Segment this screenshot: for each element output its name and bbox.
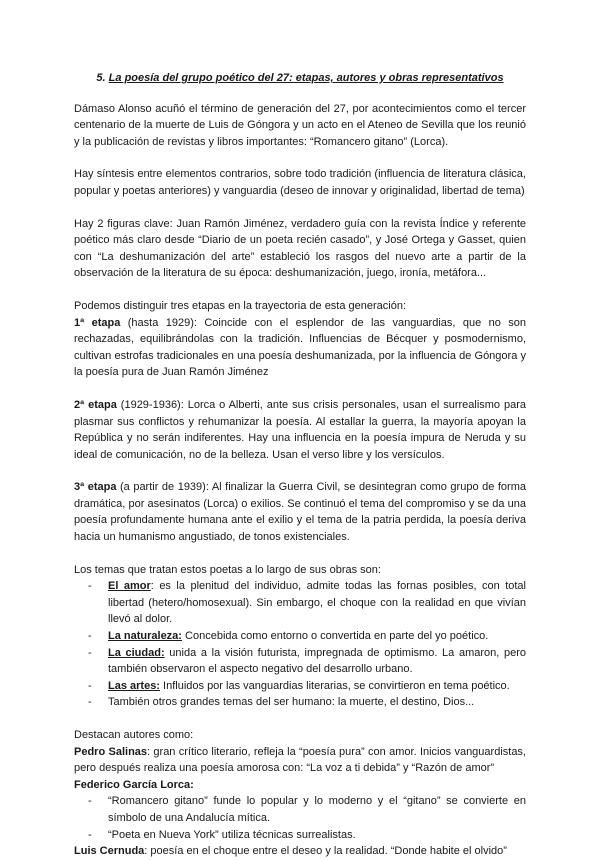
- section-title-text: La poesía del grupo poético del 27: etapas, autores y obras representativos: [108, 72, 504, 84]
- figuras-paragraph: Hay 2 figuras clave: Juan Ramón Jiménez, verdadero guía con la revista Índice y referente poético más claro desde “Diario de un poeta recién casado”, y José Ortega y Gasset, quien con “La deshumanización del arte” estableció los rasgos del nuevo arte a partir de la observación de la literatura de su época: deshumanización, juego, ironía, metáfora...: [74, 217, 526, 280]
- list-dash: -: [88, 630, 92, 643]
- document-body: [74, 70, 526, 860]
- etapa-1: [74, 315, 526, 381]
- autores-intro: Destacan autores como:: [74, 729, 194, 741]
- tema-amor: [74, 578, 526, 628]
- tema-ciudad-label: La ciudad:: [108, 646, 165, 659]
- etapa-1-text: (hasta 1929): Coincide con el esplendor de las vanguardias, que no son rechazadas, equilibrándolas con la tradición. Influencias de Bécquer y posmodernismo, cultivan estrofas tradicionales en una poesía deshumanizada, por la influencia de Góngora y la poesía pura de Juan Ramón Jiménez: [74, 316, 526, 379]
- section-number: 5.: [96, 72, 106, 84]
- tema-artes: [74, 678, 526, 695]
- tema-artes-label: Las artes:: [108, 679, 160, 692]
- lorca-item: [74, 827, 526, 844]
- list-dash: -: [88, 696, 92, 709]
- tema-artes-text: Influidos por las vanguardias literarias, se convirtieron en tema poético.: [159, 679, 510, 692]
- etapas-intro: Podemos distinguir tres etapas en la trayectoria de esta generación:: [74, 299, 407, 312]
- tema-naturaleza: [74, 628, 526, 645]
- autor-cernuda: [74, 843, 526, 860]
- autor-lorca-label: Federico García Lorca:: [74, 778, 194, 791]
- list-dash: -: [88, 828, 92, 841]
- lorca-list: [74, 793, 526, 843]
- etapa-3-text: (a partir de 1939): Al finalizar la Guerra Civil, se desintegran como grupo de forma dramática, por asesinatos (Lorca) o exilios. Se continuó el tema del compromiso y se da una poesía profundamente humana ante el exilio y el tema de la patria perdida, la poesía deriva hacia un humanismo angustiado, de tonos existenciales.: [74, 481, 526, 544]
- autor-cernuda-label: Luis Cernuda: [74, 845, 145, 858]
- autor-salinas: [74, 744, 526, 777]
- intro-paragraph: Dámaso Alonso acuñó el término de generación del 27, por acontecimientos como el tercer centenario de la muerte de Luis de Góngora y un acto en el Ateneo de Sevilla que los reunió y la publicación de revistas y libros importantes: “Romancero gitano” (Lorca).: [74, 102, 526, 148]
- tema-otros-text: También otros grandes temas del ser humano: la muerte, el destino, Dios...: [108, 696, 475, 709]
- tema-amor-text: : es la plenitud del individuo, admite todas las fornas posibles, con total libertad (hetero/homosexual). Sin embargo, el choque con la realidad en que vivían llevó al dolor.: [108, 580, 526, 626]
- list-dash: -: [88, 795, 92, 808]
- tema-ciudad: [74, 645, 526, 678]
- etapa-3-label: 3ª etapa: [74, 481, 117, 494]
- lorca-item-text: “Poeta en Nueva York” utiliza técnicas surrealistas.: [108, 828, 356, 841]
- etapa-3: [74, 479, 526, 545]
- list-dash: -: [88, 679, 92, 692]
- temas-list: [74, 578, 526, 711]
- tema-otros: [74, 694, 526, 711]
- sintesis-paragraph: Hay síntesis entre elementos contrarios, sobre todo tradición (influencia de literatura clásica, popular y poetas anteriores) y vanguardia (deseo de innovar y originalidad, libertad de tema): [74, 168, 526, 197]
- etapa-2-text: (1929-1936): Lorca o Alberti, ante sus crisis personales, usan el surrealismo para plasmar sus conflictos y rehumanizar la poesía. Al estallar la guerra, la mayoría apoyan la República y no serán indiferentes. Hay una influencia en la poesía impura de Neruda y su ideal de comunicación, no de la belleza. Usan el verso libre y los versículos.: [74, 398, 526, 461]
- autor-cernuda-text: : poesía en el choque entre el deseo y la realidad. “Donde habite el olvido”: [144, 845, 507, 858]
- lorca-item-text: “Romancero gitano” funde lo popular y lo moderno y el “gitano” se convierte en símbolo de una Andalucía mítica.: [108, 795, 526, 824]
- tema-amor-label: El amor: [108, 580, 151, 593]
- temas-intro: Los temas que tratan estos poetas a lo largo de sus obras son:: [74, 563, 381, 576]
- section-title: [74, 70, 526, 87]
- lorca-item: [74, 793, 526, 826]
- list-dash: -: [88, 580, 92, 593]
- etapa-2: [74, 397, 526, 463]
- etapa-2-label: 2ª etapa: [74, 398, 117, 411]
- tema-naturaleza-label: La naturaleza:: [108, 630, 182, 643]
- tema-naturaleza-text: Concebida como entorno o convertida en parte del yo poético.: [181, 630, 489, 643]
- tema-ciudad-text: unida a la visión futurista, impregnada de optimismo. La amaron, pero también observaron el aspecto negativo del desarrollo urbano.: [108, 646, 526, 676]
- autor-lorca: [74, 777, 526, 794]
- list-dash: -: [88, 646, 92, 659]
- autor-salinas-text: : gran crítico literario, refleja la “poesía pura” con amor. Inicios vanguardistas, pero después realiza una poesía amorosa con: “La voz a ti debida” y “Razón de amor”: [74, 745, 526, 775]
- autor-salinas-label: Pedro Salinas: [74, 745, 148, 758]
- etapa-1-label: 1ª etapa: [74, 316, 121, 329]
